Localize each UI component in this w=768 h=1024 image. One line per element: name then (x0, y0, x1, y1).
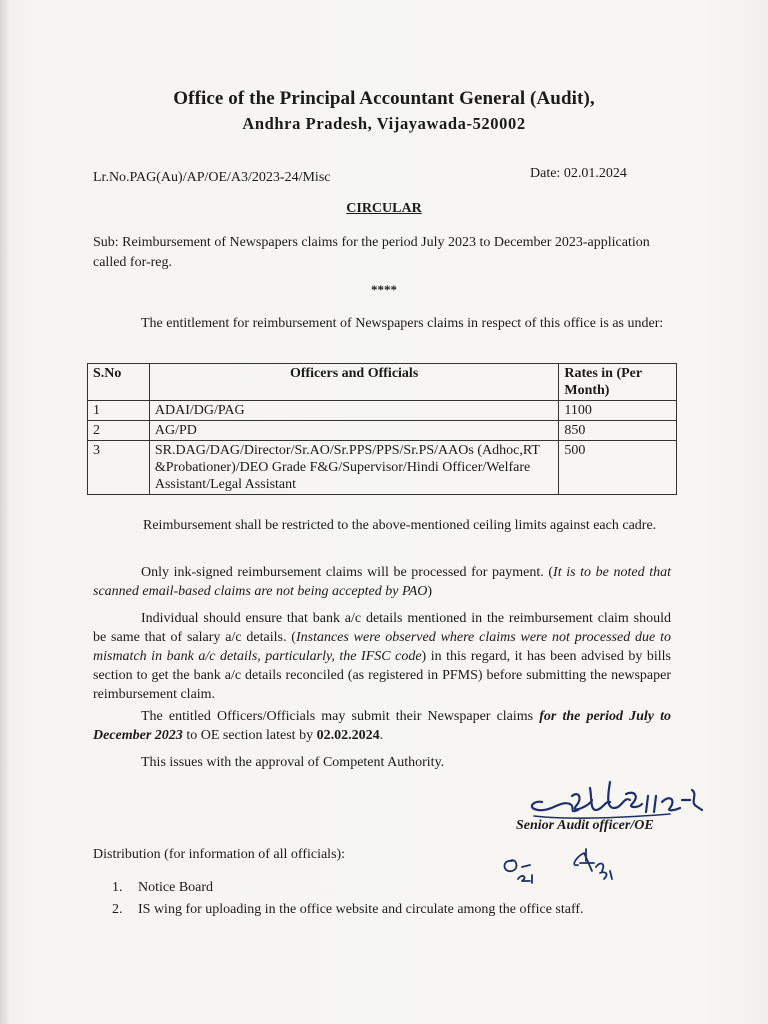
letter-reference: Lr.No.PAG(Au)/AP/OE/A3/2023-24/Misc (93, 170, 331, 185)
letter-date: Date: 02.01.2024 (530, 166, 627, 181)
intro-paragraph: The entitlement for reimbursement of Newspapers claims in respect of this office is as under: (141, 316, 664, 331)
subject: Sub: Reimbursement of Newspapers claims for the period July 2023 to December 2023-application called for-reg. (93, 235, 650, 270)
distribution-list (112, 877, 584, 921)
table-cell: 500 (559, 441, 677, 495)
list-item: 2. IS wing for uploading in the office website and circulate among the office staff. (112, 902, 584, 917)
separator-stars: **** (371, 282, 397, 297)
table-cell: 1100 (559, 401, 677, 421)
table-header-row (88, 364, 677, 401)
signatory-title: Senior Audit officer/OE (516, 818, 654, 833)
paragraph-ceiling: Reimbursement shall be restricted to the above-mentioned ceiling limits against each cadre. (143, 518, 657, 533)
office-address: Andhra Pradesh, Vijayawada-520002 (242, 114, 526, 133)
column-header: S.No (88, 364, 150, 401)
table-cell: AG/PD (149, 421, 559, 441)
table-row (88, 401, 677, 421)
circular-title: CIRCULAR (346, 201, 422, 216)
table-cell: SR.DAG/DAG/Director/Sr.AO/Sr.PPS/PPS/Sr.PS/AAOs (Adhoc,RT &Probationer)/DEO Grade F&G/Supervisor/Hindi Officer/Welfare Assistant/Legal Assistant (149, 441, 559, 495)
list-item: 1. Notice Board (112, 880, 214, 895)
entitlement-table (87, 363, 677, 495)
paragraph-bank-details: Individual should ensure that bank a/c details mentioned in the reimbursement claim should be same that of salary a/c details. (Instances were observed where claims were not processed due to mismatch in bank a/c details, particularly, the IFSC code) in this regard, it has been advised by bills section to get the bank a/c details reconciled (as registered in PFMS) before submitting the newspaper reimbursement claim. (93, 611, 671, 702)
table-row (88, 441, 677, 495)
paragraph-approval: This issues with the approval of Competent Authority. (141, 755, 445, 770)
table-cell: 2 (88, 421, 150, 441)
table-cell: 850 (559, 421, 677, 441)
table-cell: ADAI/DG/PAG (149, 401, 559, 421)
table-row (88, 421, 677, 441)
paragraph-ink-signed: Only ink-signed reimbursement claims will be processed for payment. (It is to be noted that scanned email-based claims are not being accepted by PAO) (93, 565, 671, 599)
column-header: Officers and Officials (149, 364, 559, 401)
distribution-heading: Distribution (for information of all officials): (93, 847, 346, 862)
table-cell: 3 (88, 441, 150, 495)
table-cell: 1 (88, 401, 150, 421)
column-header: Rates in (Per Month) (559, 364, 677, 401)
office-name: Office of the Principal Accountant General (Audit), (173, 88, 595, 109)
paragraph-submission: The entitled Officers/Officials may submit their Newspaper claims for the period July to December 2023 to OE section latest by 02.02.2024. (93, 709, 671, 743)
